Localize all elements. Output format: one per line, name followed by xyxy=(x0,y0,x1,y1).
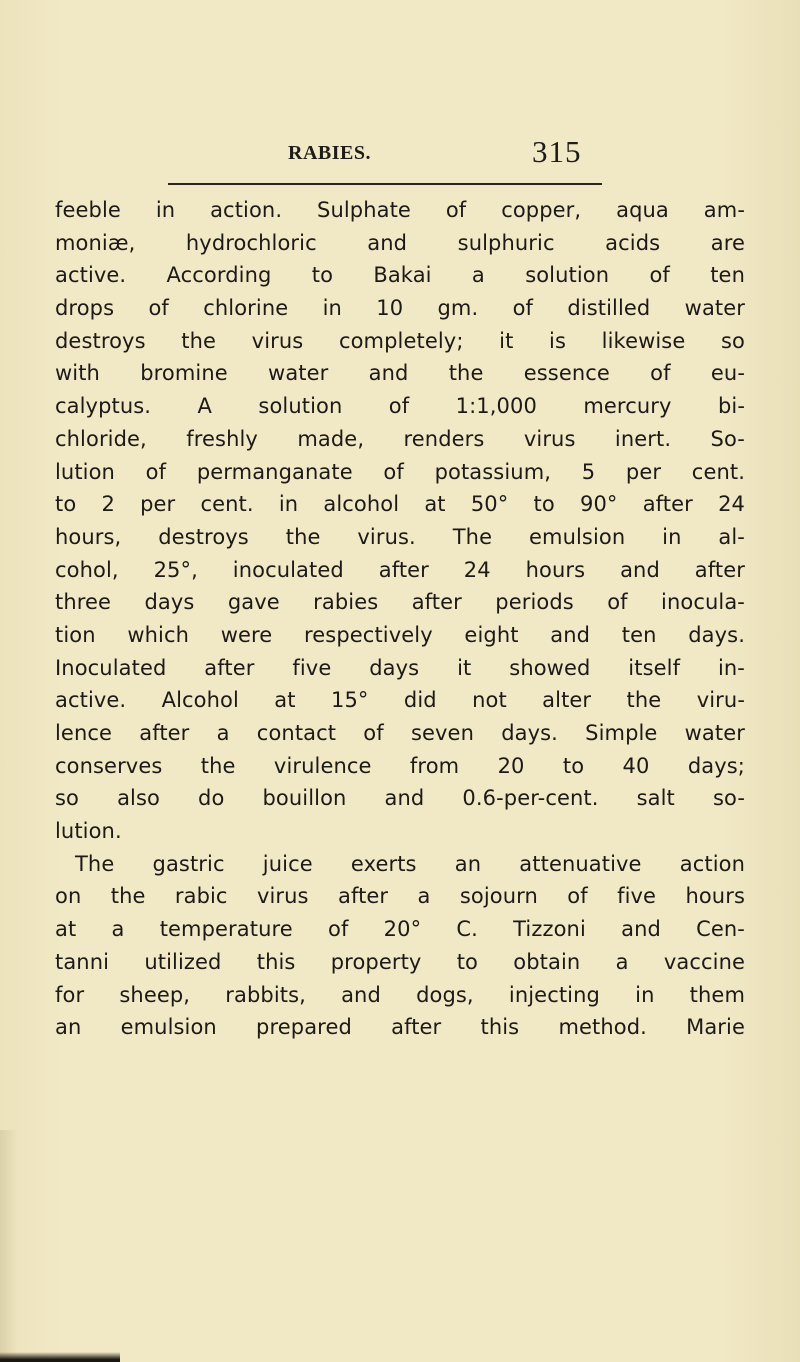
text-line: active. Alcohol at 15° did not alter the viru- xyxy=(55,688,745,713)
text-line: lence after a contact of seven days. Simple water xyxy=(55,721,745,745)
text-line: active. According to Bakai a solution of ten xyxy=(55,263,745,288)
text-line: three days gave rabies after periods of inocula- xyxy=(55,590,745,615)
text-line: calyptus. A solution of 1:1,000 mercury bi- xyxy=(55,394,745,419)
text-line: an emulsion prepared after this method. Marie xyxy=(55,1015,745,1040)
text-line: lution. xyxy=(55,819,122,844)
text-line: at a temperature of 20° C. Tizzoni and Cen- xyxy=(55,917,745,942)
text-line: destroys the virus completely; it is likewise so xyxy=(55,328,745,353)
text-line: for sheep, rabbits, and dogs, injecting in them xyxy=(55,982,745,1007)
text-line: chloride, freshly made, renders virus inert. So- xyxy=(55,426,745,451)
text-line: conserves the virulence from 20 to 40 days; xyxy=(55,753,745,778)
body-text xyxy=(55,194,745,1044)
text-line: with bromine water and the essence of eu- xyxy=(55,361,745,386)
header-rule xyxy=(168,183,602,185)
text-line: tion which were respectively eight and ten days. xyxy=(55,622,745,647)
running-title: RABIES. xyxy=(288,142,371,164)
text-line: Inoculated after five days it showed itself in- xyxy=(55,655,745,680)
page-header xyxy=(170,134,600,184)
page-edge-shadow xyxy=(0,1352,120,1362)
text-line: The gastric juice exerts an attenuative action xyxy=(75,851,745,876)
text-line: feeble in action. Sulphate of copper, aqua am- xyxy=(55,198,745,222)
text-line: moniæ, hydrochloric and sulphuric acids are xyxy=(55,230,745,255)
text-line: cohol, 25°, inoculated after 24 hours and after xyxy=(55,557,745,582)
text-line: to 2 per cent. in alcohol at 50° to 90° after 24 xyxy=(55,492,745,517)
text-line: on the rabic virus after a sojourn of five hours xyxy=(55,884,745,909)
page-edge-stain xyxy=(0,1130,18,1362)
page-number: 315 xyxy=(532,134,582,169)
text-line: hours, destroys the virus. The emulsion in al- xyxy=(55,524,745,549)
text-line: tanni utilized this property to obtain a vaccine xyxy=(55,949,745,974)
text-line: lution of permanganate of potassium, 5 per cent. xyxy=(55,459,745,484)
text-line: drops of chlorine in 10 gm. of distilled water xyxy=(55,296,745,321)
text-line: so also do bouillon and 0.6-per-cent. salt so- xyxy=(55,786,745,811)
